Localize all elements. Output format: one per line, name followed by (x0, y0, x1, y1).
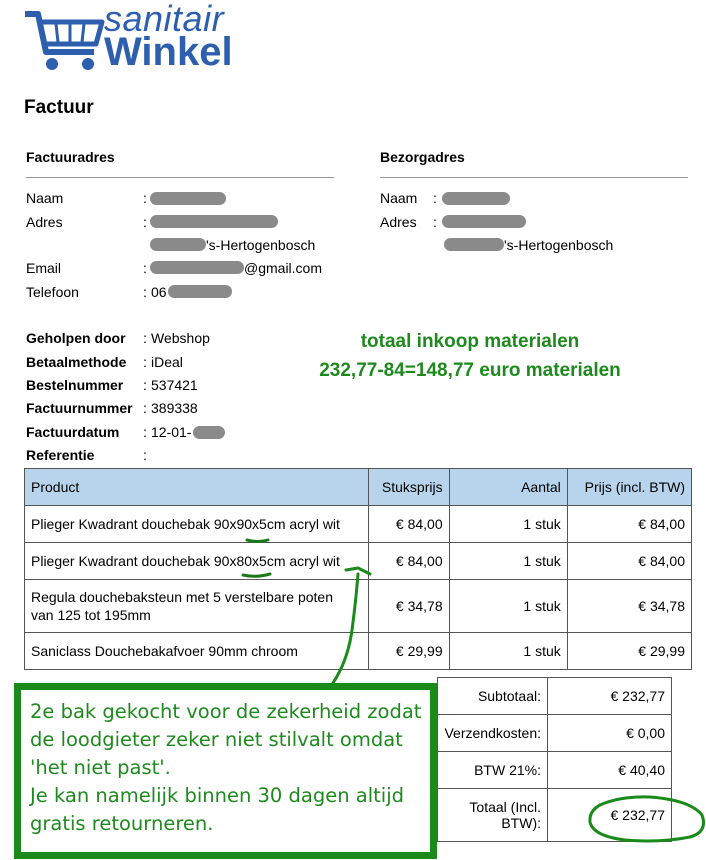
line-price: € 84,00 (567, 543, 691, 580)
delivery-address-label: Adres (380, 214, 417, 230)
invoice-date-value: 12-01- (151, 424, 192, 440)
quantity: 1 stuk (449, 580, 567, 633)
products-table (24, 468, 692, 670)
vat-label: BTW 21%: (438, 752, 548, 789)
billing-heading: Factuuradres (26, 149, 115, 165)
total-label-line2: BTW): (501, 815, 541, 831)
redacted-delivery-street (442, 215, 526, 228)
payment-colon: : (143, 354, 147, 370)
header-unit-price: Stuksprijs (368, 469, 449, 506)
annotation-line: 'het niet past'. (30, 756, 171, 779)
subtotal-value: € 232,77 (548, 678, 672, 715)
header-price: Prijs (incl. BTW) (567, 469, 691, 506)
billing-divider (26, 177, 334, 178)
annotation-materials-line1: totaal inkoop materialen (360, 331, 580, 352)
total-row (438, 789, 672, 842)
invoice-number-value: 389338 (151, 400, 198, 416)
page-title: Factuur (24, 97, 94, 118)
header-product: Product (25, 469, 369, 506)
vat-row (438, 752, 672, 789)
quantity: 1 stuk (449, 506, 567, 543)
table-row (25, 506, 692, 543)
billing-email-colon: : (143, 260, 147, 276)
unit-price: € 84,00 (368, 506, 449, 543)
annotation-line: gratis retourneren. (30, 812, 214, 835)
annotation-line: 2e bak gekocht voor de zekerheid zodat (30, 700, 422, 723)
billing-address-colon: : (143, 214, 147, 230)
subtotal-label: Subtotaal: (438, 678, 548, 715)
subtotal-row (438, 678, 672, 715)
payment-method-value: iDeal (151, 354, 183, 370)
billing-phone-colon: : (143, 284, 147, 300)
total-label-line1: Totaal (Incl. (469, 799, 541, 815)
unit-price: € 34,78 (368, 580, 449, 633)
table-row (25, 633, 692, 670)
helped-by-colon: : (143, 330, 147, 346)
payment-method-label: Betaalmethode (26, 354, 127, 370)
billing-address-label: Adres (26, 214, 63, 230)
total-value: € 232,77 (548, 789, 672, 842)
brand-name-bottom: Winkel (104, 30, 233, 74)
order-number-value: 537421 (151, 377, 198, 393)
vat-value: € 40,40 (548, 752, 672, 789)
product-name-line1: Regula douchebaksteun met 5 verstelbare poten (31, 589, 333, 605)
delivery-address-colon: : (433, 214, 437, 230)
shopping-cart-icon (22, 8, 106, 76)
product-name: Plieger Kwadrant douchebak 90x80x5cm acryl wit (25, 543, 369, 580)
invoice-date-label: Factuurdatum (26, 424, 120, 440)
totals-table (437, 677, 672, 842)
annotation-line: Je kan namelijk binnen 30 dagen altijd (30, 784, 405, 807)
helped-by-label: Geholpen door (26, 330, 126, 346)
product-name (25, 580, 369, 633)
order-number-colon: : (143, 377, 147, 393)
billing-phone: 06 (151, 284, 167, 300)
invoice-date-colon: : (143, 424, 147, 440)
header-quantity: Aantal (449, 469, 567, 506)
quantity: 1 stuk (449, 543, 567, 580)
reference-label: Referentie (26, 447, 95, 463)
product-name: Plieger Kwadrant douchebak 90x90x5cm acryl wit (25, 506, 369, 543)
delivery-name-colon: : (433, 190, 437, 206)
shipping-row (438, 715, 672, 752)
annotation-materials-line2: 232,77-84=148,77 euro materialen (319, 360, 621, 381)
billing-email: @gmail.com (244, 260, 323, 276)
redacted-postcode (150, 238, 206, 251)
delivery-city: 's-Hertogenbosch (504, 237, 614, 253)
redacted-delivery-postcode (444, 238, 504, 251)
redacted-email (150, 261, 244, 274)
table-row (25, 543, 692, 580)
line-price: € 29,99 (567, 633, 691, 670)
billing-name-colon: : (143, 190, 147, 206)
helped-by-value: Webshop (151, 330, 210, 346)
billing-phone-label: Telefoon (26, 284, 79, 300)
billing-name-label: Naam (26, 190, 64, 206)
redacted-street (150, 215, 278, 228)
shipping-label: Verzendkosten: (438, 715, 548, 752)
line-price: € 34,78 (567, 580, 691, 633)
redacted-phone (168, 285, 232, 298)
reference-colon: : (143, 447, 147, 463)
product-name-line2: van 125 tot 195mm (31, 607, 151, 623)
unit-price: € 29,99 (368, 633, 449, 670)
billing-email-label: Email (26, 260, 62, 276)
quantity: 1 stuk (449, 633, 567, 670)
line-price: € 84,00 (567, 506, 691, 543)
redacted-name (150, 192, 226, 205)
unit-price: € 84,00 (368, 543, 449, 580)
brand-name-top: sanitair (104, 0, 225, 39)
redacted-delivery-name (442, 192, 510, 205)
shipping-value: € 0,00 (548, 715, 672, 752)
total-label (438, 789, 548, 842)
delivery-name-label: Naam (380, 190, 418, 206)
annotation-box (14, 683, 437, 859)
table-row (25, 580, 692, 633)
product-name: Saniclass Douchebakafvoer 90mm chroom (25, 633, 369, 670)
invoice-number-label: Factuurnummer (26, 400, 133, 416)
delivery-heading: Bezorgadres (380, 149, 465, 165)
billing-city: 's-Hertogenbosch (206, 237, 316, 253)
delivery-divider (380, 177, 688, 178)
invoice-number-colon: : (143, 400, 147, 416)
redacted-year (193, 426, 225, 439)
annotation-line: de loodgieter zeker niet stilvalt omdat (30, 728, 403, 751)
table-header-row (25, 469, 692, 506)
order-number-label: Bestelnummer (26, 377, 124, 393)
